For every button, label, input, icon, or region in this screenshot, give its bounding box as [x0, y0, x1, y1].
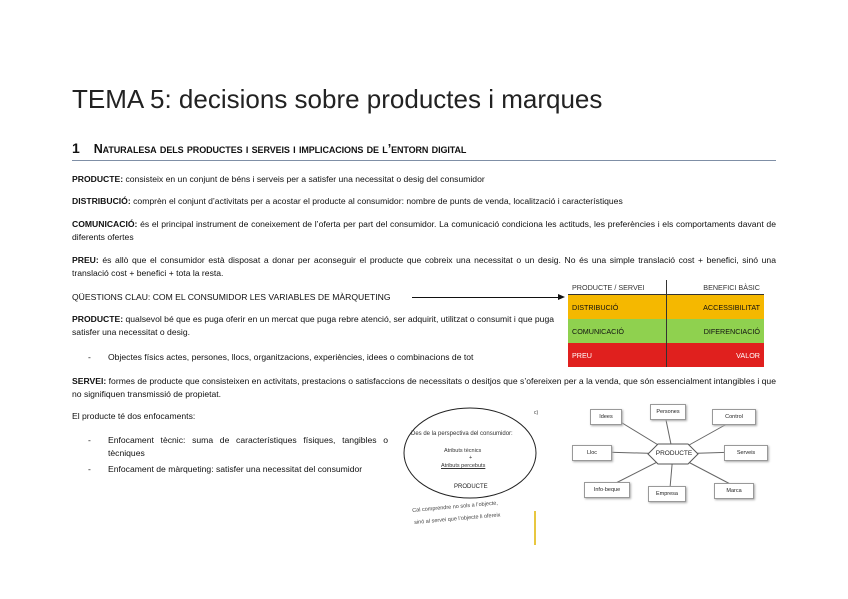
definition-preu: [72, 254, 776, 280]
bullet-text: Objectes físics actes, persones, llocs, organitzacions, experiències, idees o combinacions de tot: [108, 352, 474, 362]
section-heading: [72, 140, 466, 156]
bullet-dash: -: [88, 464, 91, 474]
term-text: consisteix en un conjunt de béns i serveis per a satisfer una necessitat o desig del consumidor: [123, 174, 485, 184]
arrow-head-icon: [558, 294, 565, 300]
heading-rule: [72, 160, 776, 161]
ellipse-top-text: Des de la perspectiva del consumidor:: [411, 431, 513, 437]
bullet-dash: -: [88, 352, 91, 362]
handwritten-note-2: sinó al servei que l’objecte li ofereix: [414, 512, 501, 526]
arrow-line: [412, 297, 562, 298]
ellipse-plus: +: [469, 455, 473, 461]
term-label: SERVEI:: [72, 376, 107, 386]
section-number: 1: [72, 140, 80, 156]
term-text: comprèn el conjunt d’activitats per a acostar el producte al consumidor: nombre de punts de venda, localització i característiques: [130, 196, 623, 206]
hub-node: Marca: [714, 483, 754, 499]
ellipse-marker: c): [534, 410, 539, 416]
term-text: qualsevol bé que es puga oferir en un mercat que puga rebre atenció, ser adquirit, utilitzat o consumit i que puga satisfer una necessitat o desig.: [72, 314, 555, 337]
term-text: és el principal instrument de coneixement de l’oferta per part del consumidor. La comunicació condiciona les actituds, les preferències i els comportaments davant de diferents ofertes: [72, 219, 776, 242]
hub-node: Control: [712, 409, 756, 425]
hub-node: Empresa: [648, 486, 686, 502]
table-row: [568, 295, 764, 320]
hub-node: Serveis: [724, 445, 768, 461]
term-label: PRODUCTE:: [72, 314, 124, 324]
benefits-table: [568, 280, 764, 367]
definition-producte-2: [72, 313, 554, 339]
term-label: PRODUCTE:: [72, 174, 124, 184]
section-title: Naturalesa dels productes i serveis i implicacions de l’entorn digital: [93, 142, 467, 156]
approach-item: [88, 434, 388, 460]
handwritten-note-1: Cal comprendre no sols a l’objecte,: [412, 500, 499, 514]
ellipse-line2: Atributs percebuts: [441, 463, 486, 469]
key-questions: QÜESTIONS CLAU: COM EL CONSUMIDOR LES VARIABLES DE MÀRQUETING: [72, 292, 391, 302]
bullet-text: Enfocament de màrqueting: satisfer una necessitat del consumidor: [108, 464, 363, 474]
definition-servei: [72, 375, 776, 401]
hub-node: Info·beque: [584, 482, 630, 498]
hub-node: Persones: [650, 404, 686, 420]
term-label: COMUNICACIÓ:: [72, 219, 138, 229]
hub-node: Lloc: [572, 445, 612, 461]
hub-center-label: PRODUCTE: [655, 450, 693, 457]
table-row: [568, 343, 764, 367]
bullet-dash: -: [88, 435, 91, 445]
term-text: formes de producte que consisteixen en activitats, prestacions o satisfaccions de necessitats o desitjos que s’ofereixen per a la venda, que són essencialment intangibles i que no signifiquen transmissió de propietat.: [72, 376, 776, 399]
definition-producte: [72, 173, 776, 186]
table-cell: PREU: [568, 343, 666, 367]
ellipse-line1: Atributs tècnics: [444, 448, 482, 454]
hub-node: Idees: [590, 409, 622, 425]
table-cell: DISTRIBUCIÓ: [568, 295, 666, 320]
approaches-intro: El producte té dos enfocaments:: [72, 411, 196, 421]
bullet-text: Enfocament tècnic: suma de característiques físiques, tangibles o tècniques: [108, 435, 388, 458]
term-label: DISTRIBUCIÓ:: [72, 196, 131, 206]
table-row: [568, 319, 764, 343]
ellipse-diagram: [400, 405, 545, 550]
definition-distribucio: [72, 195, 776, 208]
term-text: és allò que el consumidor està disposat a donar per aconseguir el producte que cobreix una necessitat o un desig. No és una simple translació cost + benefici, sinó una translació cost + benefici + tota la resta.: [72, 255, 776, 278]
ellipse-bottom: PRODUCTE: [454, 484, 488, 490]
approach-item: [88, 463, 388, 476]
table-header-cell: PRODUCTE / SERVEI: [568, 280, 666, 295]
table-cell: ACCESSIBILITAT: [703, 302, 760, 312]
table-cell: COMUNICACIÓ: [568, 319, 666, 343]
page-title: TEMA 5: decisions sobre productes i marques: [72, 84, 603, 114]
bullet-objects: [88, 351, 548, 364]
term-label: PREU:: [72, 255, 99, 265]
definition-comunicacio: [72, 218, 776, 244]
table-cell: DIFERENCIACIÓ: [703, 326, 760, 336]
table-header-cell: BENEFICI BÀSIC: [666, 280, 764, 295]
table-cell: VALOR: [736, 350, 760, 360]
table-header-row: [568, 280, 764, 295]
